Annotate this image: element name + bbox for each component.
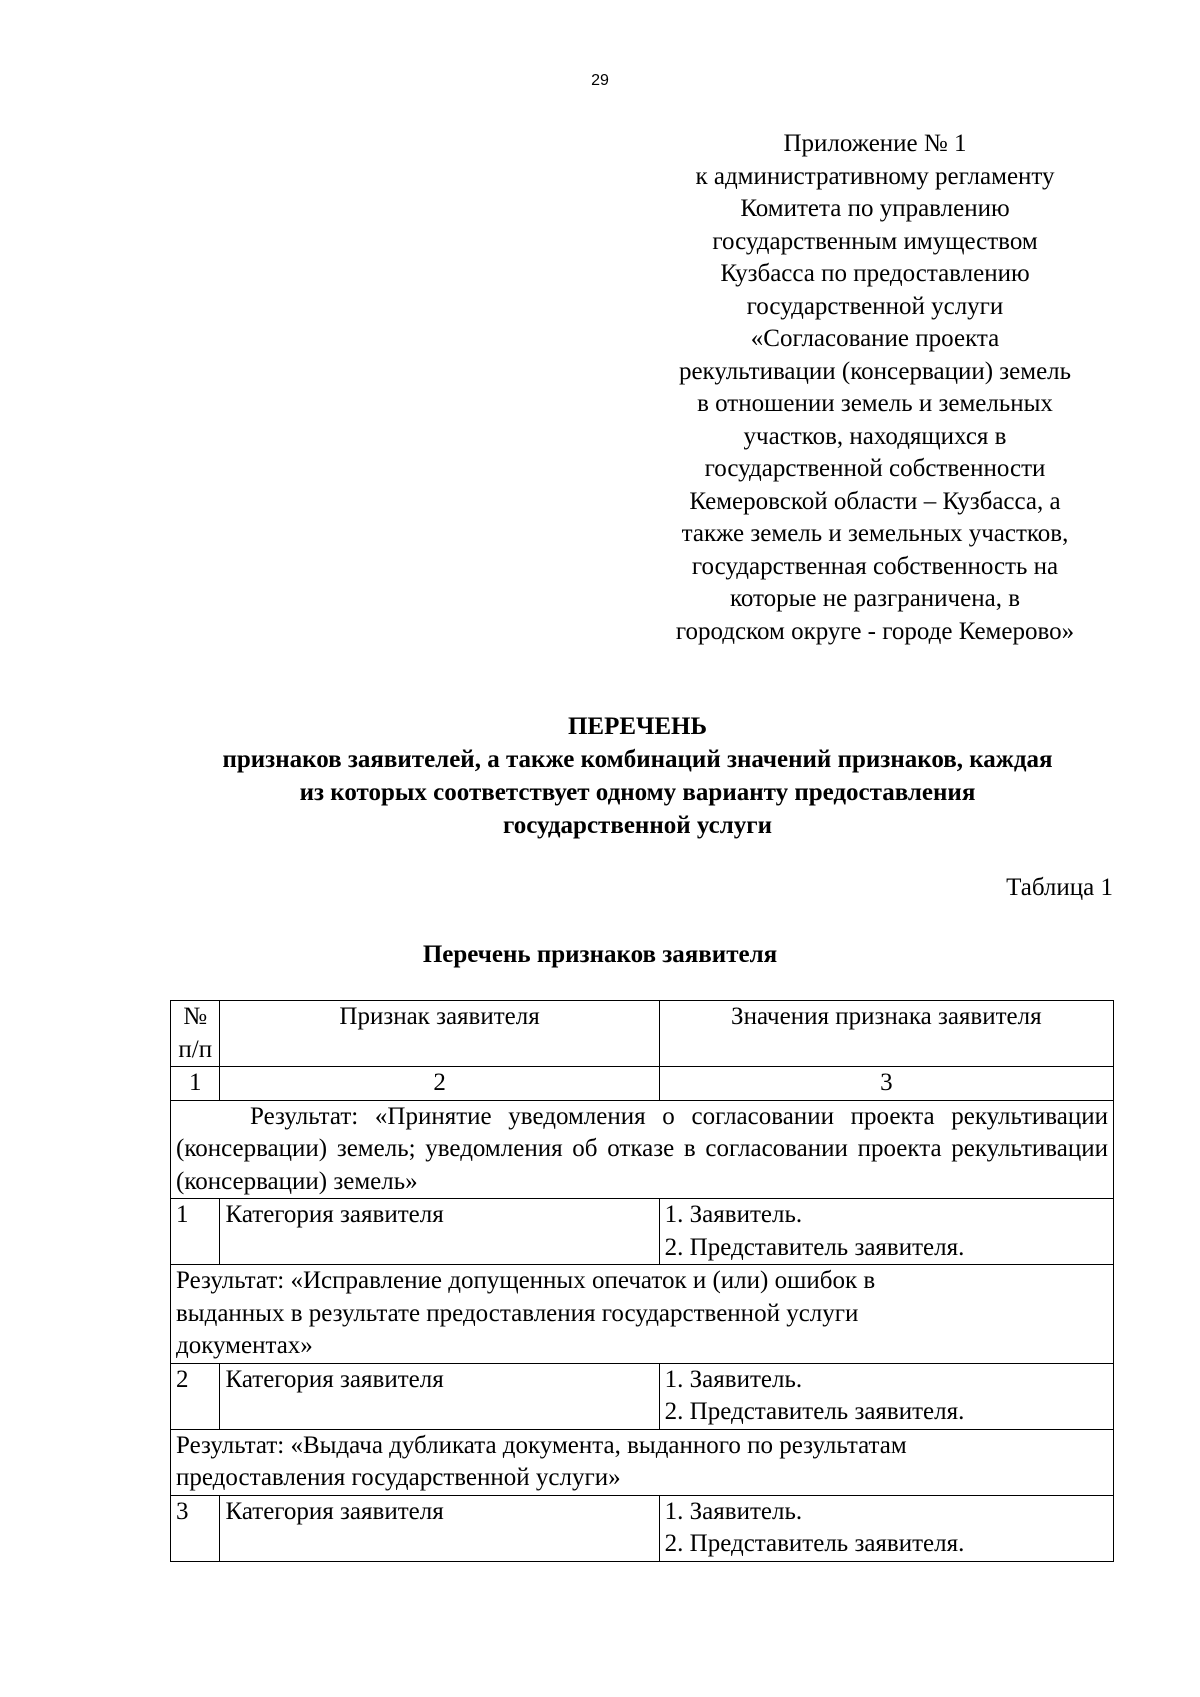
result-cell <box>171 1265 1114 1364</box>
header-number-line: № <box>183 1003 208 1030</box>
result-row <box>171 1100 1114 1199</box>
value-item: 2. Представитель заявителя. <box>664 1233 965 1261</box>
appendix-line: государственная собственность на <box>691 552 1059 580</box>
result-cell <box>171 1429 1114 1495</box>
result-row <box>171 1265 1114 1364</box>
appendix-line: рекультивации (консервации) земель <box>678 357 1072 385</box>
result-line: Результат: «Исправление допущенных опечаток и (или) ошибок в <box>176 1267 876 1294</box>
value-item: 2. Представитель заявителя. <box>664 1530 965 1557</box>
page-number: 29 <box>591 72 609 89</box>
result-text <box>176 1101 1108 1199</box>
appendix-line: к административному регламенту <box>695 162 1055 190</box>
result-line: Результат: «Выдача дубликата документа, выданного по результатам <box>176 1431 907 1459</box>
header-values: Значения признака заявителя <box>659 1001 1113 1067</box>
value-item: 2. Представитель заявителя. <box>664 1398 965 1425</box>
appendix-line: которые не разграничена, в <box>729 585 1021 612</box>
value-item: 1. Заявитель. <box>664 1497 803 1525</box>
result-row <box>171 1429 1114 1495</box>
appendix-line: государственным имуществом <box>712 227 1038 255</box>
row-attribute: Категория заявителя <box>220 1495 659 1561</box>
table-header-row <box>171 1001 1114 1067</box>
column-numbers-row <box>171 1067 1114 1101</box>
title-heading: ПЕРЕЧЕНЬ <box>567 713 708 740</box>
appendix-line: городском округе - городе Кемерово» <box>675 617 1075 645</box>
table-row <box>171 1363 1114 1429</box>
row-number: 2 <box>171 1363 220 1429</box>
applicant-attributes-table <box>170 1000 1114 1562</box>
value-item: 1. Заявитель. <box>664 1365 803 1393</box>
row-values <box>659 1363 1113 1429</box>
result-line: Результат: «Принятие уведомления о согласовании проекта <box>250 1102 935 1130</box>
column-number: 2 <box>220 1067 659 1101</box>
column-number: 3 <box>659 1067 1113 1101</box>
table-row <box>171 1495 1114 1561</box>
appendix-line: государственной собственности <box>704 455 1046 482</box>
appendix-line: «Согласование проекта <box>750 325 1000 352</box>
value-item: 1. Заявитель. <box>664 1201 803 1228</box>
result-line: документах» <box>176 1332 313 1359</box>
table-number: Таблица 1 <box>1006 874 1113 901</box>
column-number: 1 <box>171 1067 220 1101</box>
row-attribute: Категория заявителя <box>220 1363 659 1429</box>
row-values <box>659 1199 1113 1265</box>
appendix-line: Кузбасса по предоставлению <box>720 260 1030 287</box>
table-row <box>171 1199 1114 1265</box>
row-number: 3 <box>171 1495 220 1561</box>
result-cell <box>171 1100 1114 1199</box>
appendix-block <box>640 128 1110 648</box>
appendix-line: Кемеровской области – Кузбасса, а <box>689 487 1061 515</box>
row-number: 1 <box>171 1199 220 1265</box>
appendix-line: также земель и земельных участков, <box>681 520 1069 547</box>
document-title <box>150 710 1125 842</box>
header-number-line: п/п <box>178 1035 213 1063</box>
header-number <box>171 1001 220 1067</box>
title-line: признаков заявителей, а также комбинаций значений признаков, каждая <box>222 746 1053 773</box>
title-line: из которых соответствует одному варианту предоставления <box>299 779 976 806</box>
table-caption: Перечень признаков заявителя <box>422 941 778 968</box>
appendix-line: государственной услуги <box>746 292 1004 320</box>
appendix-line: участков, находящихся в <box>743 422 1007 450</box>
row-values <box>659 1495 1113 1561</box>
result-line: выданных в результате предоставления государственной услуги <box>176 1299 859 1327</box>
result-line: рекультивации (консервации) земель; уведомления об отказе в согласовании <box>176 1102 1108 1162</box>
header-attribute: Признак заявителя <box>220 1001 659 1067</box>
result-line: предоставления государственной услуги» <box>176 1464 621 1491</box>
result-line: проекта рекультивации (консервации) земель» <box>176 1135 1108 1195</box>
appendix-line: Комитета по управлению <box>740 195 1010 222</box>
title-line: государственной услуги <box>502 812 773 839</box>
appendix-line: Приложение № 1 <box>783 130 967 157</box>
row-attribute: Категория заявителя <box>220 1199 659 1265</box>
appendix-line: в отношении земель и земельных <box>697 390 1053 417</box>
